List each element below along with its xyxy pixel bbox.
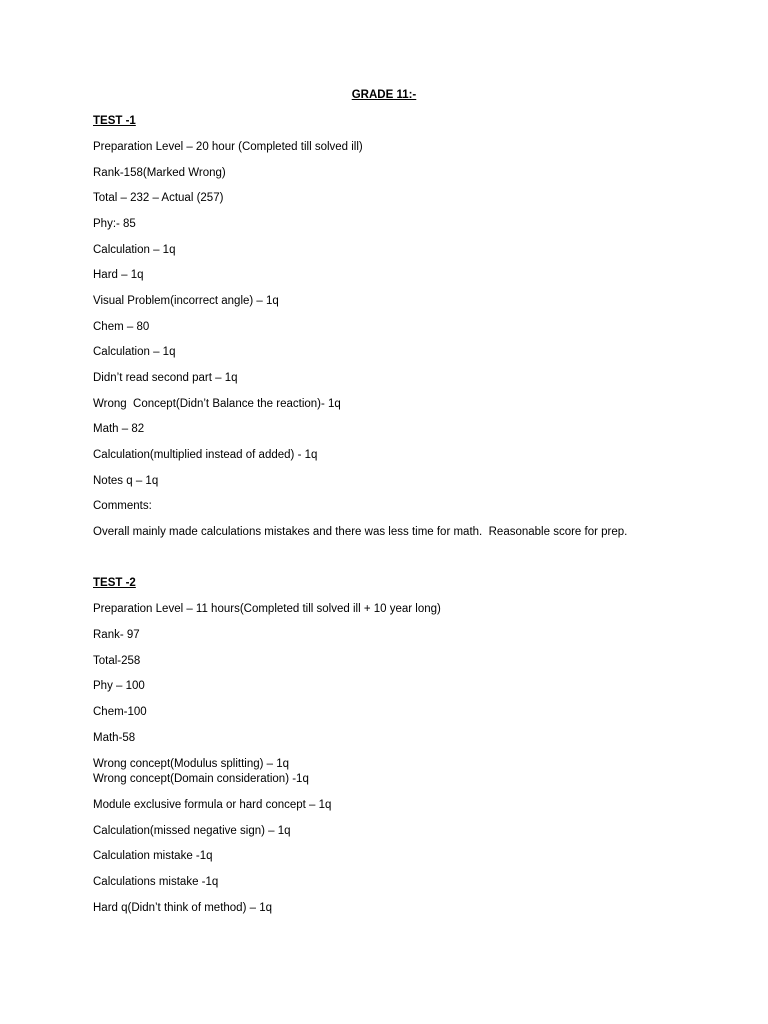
- test-2-line: Calculation mistake -1q: [93, 850, 213, 862]
- test-2-math-score: Math-58: [93, 732, 136, 744]
- test-1-math-score: Math – 82: [93, 423, 145, 435]
- document-title: GRADE 11:-: [351, 89, 417, 101]
- test-1-heading: TEST -1: [93, 115, 136, 127]
- test-2-heading: TEST -2: [93, 577, 136, 589]
- test-2-line: Hard q(Didn’t think of method) – 1q: [93, 902, 272, 914]
- test-1-line: Notes q – 1q: [93, 475, 159, 487]
- test-1-total: Total – 232 – Actual (257): [93, 192, 224, 204]
- test-1-line: Calculation – 1q: [93, 346, 176, 358]
- test-2-preparation-level: Preparation Level – 11 hours(Completed till solved ill + 10 year long): [93, 603, 441, 615]
- test-1-line: Visual Problem(incorrect angle) – 1q: [93, 295, 279, 307]
- test-2-chemistry-score: Chem-100: [93, 706, 147, 718]
- test-1-chemistry-score: Chem – 80: [93, 321, 150, 333]
- test-2-line: Wrong concept(Modulus splitting) – 1q: [93, 758, 290, 770]
- test-2-line: Module exclusive formula or hard concept – 1q: [93, 799, 332, 811]
- test-1-line: Wrong Concept(Didn’t Balance the reaction)- 1q: [93, 398, 341, 410]
- test-1-preparation-level: Preparation Level – 20 hour (Completed till solved ill): [93, 141, 363, 153]
- test-1-comments-text: Overall mainly made calculations mistakes and there was less time for math. Reasonable score for prep.: [93, 526, 628, 538]
- test-1-line: Calculation(multiplied instead of added) - 1q: [93, 449, 318, 461]
- test-1-comments-label: Comments:: [93, 500, 152, 512]
- test-2-rank: Rank- 97: [93, 629, 140, 641]
- test-2-line: Calculations mistake -1q: [93, 876, 219, 888]
- test-1-line: Calculation – 1q: [93, 244, 176, 256]
- test-1-line: Hard – 1q: [93, 269, 144, 281]
- test-2-physics-score: Phy – 100: [93, 680, 145, 692]
- test-1-line: Didn’t read second part – 1q: [93, 372, 238, 384]
- test-1-physics-score: Phy:- 85: [93, 218, 136, 230]
- test-2-line: Wrong concept(Domain consideration) -1q: [93, 773, 309, 785]
- test-1-rank: Rank-158(Marked Wrong): [93, 167, 226, 179]
- test-2-total: Total-258: [93, 655, 141, 667]
- test-2-line: Calculation(missed negative sign) – 1q: [93, 825, 291, 837]
